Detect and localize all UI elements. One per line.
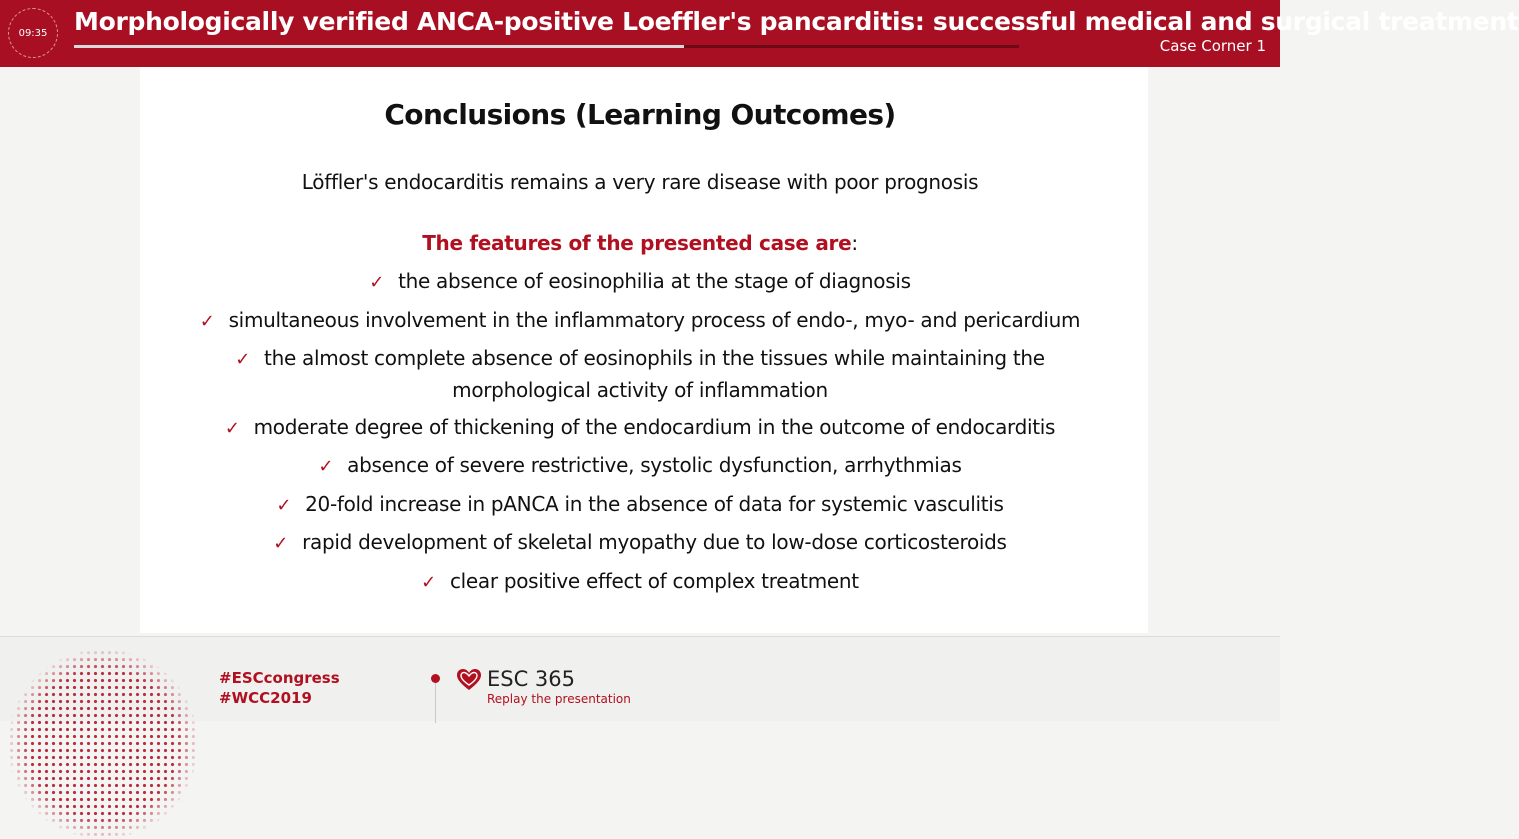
replay-tagline[interactable]: Replay the presentation: [487, 692, 631, 706]
list-item: [140, 450, 1140, 482]
checkmark-icon: ✓: [224, 417, 240, 439]
list-item: [140, 266, 1140, 298]
conclusions-list: [140, 266, 1140, 604]
progress-bar[interactable]: [74, 45, 1019, 48]
checkmark-icon: ✓: [421, 571, 436, 593]
header-bar: [0, 0, 1519, 67]
list-item: [140, 412, 1140, 444]
session-name: Case Corner 1: [1159, 37, 1266, 55]
esc-365-brand[interactable]: ESC 365: [487, 667, 576, 691]
list-item-text: rapid development of skeletal myopathy due to low-dose corticosteroids: [302, 530, 1007, 554]
footer-divider: [435, 683, 436, 723]
checkmark-icon: ✓: [276, 494, 292, 516]
list-item-text: 20-fold increase in pANCA in the absence of data for systemic vasculitis: [305, 491, 1004, 516]
hashtag-esc-congress: #ESCcongress: [219, 669, 340, 687]
checkmark-icon: ✓: [318, 456, 334, 477]
slide-heading: Conclusions (Learning Outcomes): [384, 98, 896, 131]
checkmark-icon: ✓: [369, 272, 385, 293]
list-item: [140, 566, 1140, 598]
timer-badge: 09:35: [8, 8, 58, 58]
footer-bar: [0, 636, 1280, 721]
progress-fill: [74, 45, 684, 48]
checkmark-icon: ✓: [199, 310, 215, 332]
list-item-text: moderate degree of thickening of the endocardium in the outcome of endocarditis: [253, 414, 1056, 439]
list-item-text: the almost complete absence of eosinophils in the tissues while maintaining the morphological activity of inflammation: [264, 346, 1045, 402]
red-dot-icon: [431, 674, 440, 683]
list-item-text: simultaneous involvement in the inflammatory process of endo-, myo- and pericardium: [228, 307, 1081, 332]
features-label-text: The features of the presented case are: [422, 231, 852, 255]
list-item: [140, 343, 1140, 405]
checkmark-icon: ✓: [273, 533, 289, 554]
list-item: [140, 305, 1140, 337]
checkmark-icon: ✓: [235, 349, 251, 370]
features-label-colon: :: [851, 231, 858, 255]
esc-heart-icon: [456, 667, 482, 693]
list-item-text: clear positive effect of complex treatment: [449, 568, 859, 593]
presentation-title: Morphologically verified ANCA-positive Loeffler's pancarditis: successful medical and surgical treatment: [74, 7, 1519, 36]
list-item-text: absence of severe restrictive, systolic dysfunction, arrhythmias: [347, 453, 962, 477]
intro-text: Löffler's endocarditis remains a very rare disease with poor prognosis: [301, 170, 979, 194]
hashtag-wcc: #WCC2019: [219, 689, 312, 707]
list-item: [140, 489, 1140, 521]
dotted-globe-logo: [8, 649, 198, 839]
list-item-text: the absence of eosinophilia at the stage of diagnosis: [398, 269, 911, 293]
list-item: [140, 527, 1140, 559]
features-label: [0, 231, 1280, 255]
